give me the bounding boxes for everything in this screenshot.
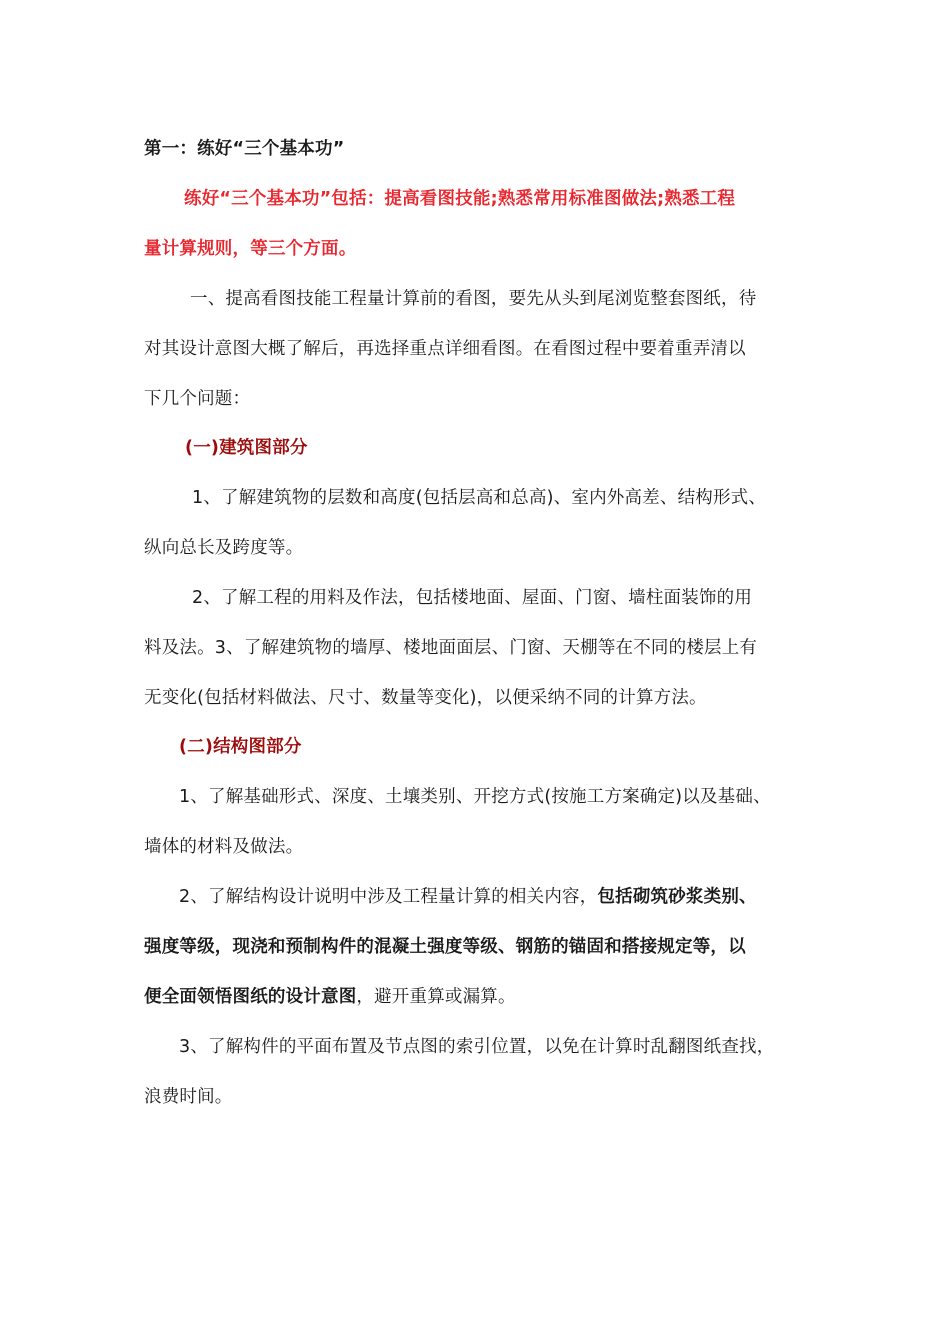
section1-item2-line-3: 无变化(包括材料做法、尺寸、数量等变化)，以便采纳不同的计算方法。 [144,688,707,708]
section1-item1-line-2: 纵向总长及跨度等。 [144,538,304,558]
section2-item2-line-1-bold: 包括砌筑砂浆类别、 [597,887,757,907]
section2-item3-line-1: 3、了解构件的平面布置及节点图的索引位置，以免在计算时乱翻图纸查找， [179,1037,775,1057]
page-title: 第一：练好“三个基本功” [144,139,345,159]
section1-item2-line-1: 2、了解工程的用料及作法，包括楼地面、屋面、门窗、墙柱面装饰的用 [192,588,753,608]
section2-item1-line-1: 1、了解基础形式、深度、土壤类别、开挖方式(按施工方案确定)以及基础、 [179,787,771,807]
para1-line-3: 下几个问题： [144,389,251,409]
intro-line-1: 练好“三个基本功”包括：提高看图技能;熟悉常用标准图做法;熟悉工程 [184,189,736,209]
para1-line-2: 对其设计意图大概了解后，再选择重点详细看图。在看图过程中要着重弄清以 [144,339,746,359]
section2-item1-line-2: 墙体的材料及做法。 [144,837,304,857]
para1-line-1: 一、提高看图技能工程量计算前的看图，要先从头到尾浏览整套图纸，待 [190,289,757,309]
intro-line-2: 量计算规则，等三个方面。 [144,239,357,259]
section2-item3-line-2: 浪费时间。 [144,1087,233,1107]
section2-heading: (二)结构图部分 [179,737,302,757]
section2-item2-line-3 [144,985,516,1009]
section2-item2-line-1 [179,885,757,909]
section2-item2-line-1-plain: 2、了解结构设计说明中涉及工程量计算的相关内容， [179,887,598,907]
section2-item2-line-3-plain: ，避开重算或漏算。 [356,987,516,1007]
section1-heading: (一)建筑图部分 [185,438,308,458]
section2-item2-line-3-bold: 便全面领悟图纸的设计意图 [144,987,357,1007]
section1-item1-line-1: 1、了解建筑物的层数和高度(包括层高和总高)、室内外高差、结构形式、 [192,488,767,508]
section2-item2-line-2: 强度等级，现浇和预制构件的混凝土强度等级、钢筋的锚固和搭接规定等，以 [144,937,746,957]
section1-item2-line-2: 料及法。3、了解建筑物的墙厚、楼地面面层、门窗、天棚等在不同的楼层上有 [144,638,758,658]
